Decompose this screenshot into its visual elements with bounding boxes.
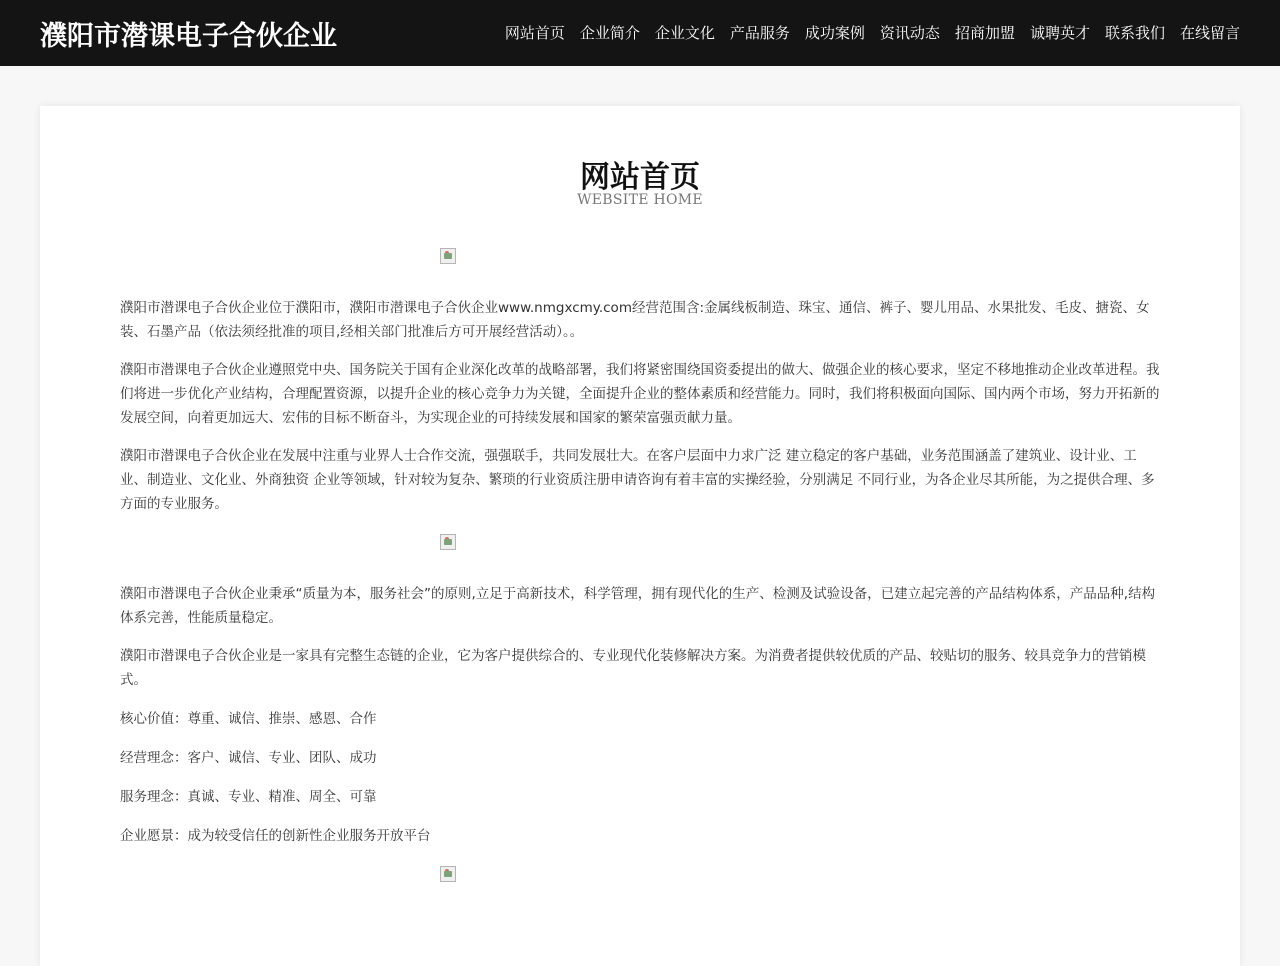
nav-item-about[interactable]: 企业简介 bbox=[579, 24, 640, 42]
nav-item-home[interactable]: 网站首页 bbox=[504, 24, 565, 42]
content-card bbox=[40, 106, 1240, 966]
service-philosophy: 服务理念：真诚、专业、精准、周全、可靠 bbox=[120, 789, 377, 805]
nav-item-culture[interactable]: 企业文化 bbox=[654, 24, 715, 42]
core-values: 核心价值：尊重、诚信、推崇、感恩、合作 bbox=[120, 711, 377, 727]
reform-paragraph: 濮阳市潜课电子合伙企业遵照党中央、国务院关于国有企业深化改革的战略部署，我们将紧密围绕国资委提出的做大、做强企业的核心要求，坚定不移地推动企业改革进程。我们将进一步优化产业结构，合理配置资源，以提升企业的核心竞争力为关键，全面提升企业的整体素质和经营能力。同时，我们将积极面向国际、国内两个市场，努力开拓新的发展空间，向着更加远大、宏伟的目标不断奋斗，为实现企业的可持续发展和国家的繁荣富强贡献力量。 bbox=[120, 362, 1160, 426]
main-nav bbox=[505, 22, 1240, 43]
company-vision: 企业愿景：成为较受信任的创新性企业服务开放平台 bbox=[120, 828, 431, 844]
nav-item-message[interactable]: 在线留言 bbox=[1179, 24, 1240, 42]
nav-item-contact[interactable]: 联系我们 bbox=[1104, 24, 1165, 42]
cooperation-paragraph: 濮阳市潜课电子合伙企业在发展中注重与业界人士合作交流，强强联手，共同发展壮大。在客户层面中力求广泛 建立稳定的客户基础，业务范围涵盖了建筑业、设计业、工业、制造业、文化业、外商独资 企业等领域，针对较为复杂、繁琐的行业资质注册申请咨询有着丰富的实操经验，分别满足 不同行业，为各企业尽其所能，为之提供合理、多方面的专业服务。 bbox=[120, 448, 1155, 512]
broken-image-icon bbox=[440, 534, 456, 550]
article-body bbox=[120, 248, 1160, 882]
page-title: 网站首页 bbox=[580, 160, 700, 195]
site-title[interactable]: 濮阳市潜课电子合伙企业 bbox=[40, 21, 337, 52]
nav-item-cases[interactable]: 成功案例 bbox=[804, 24, 865, 42]
nav-item-careers[interactable]: 诚聘英才 bbox=[1029, 24, 1090, 42]
nav-item-franchise[interactable]: 招商加盟 bbox=[954, 24, 1015, 42]
nav-item-news[interactable]: 资讯动态 bbox=[879, 24, 940, 42]
ecosystem-paragraph: 濮阳市潜课电子合伙企业是一家具有完整生态链的企业，它为客户提供综合的、专业现代化装修解决方案。为消费者提供较优质的产品、较贴切的服务、较具竞争力的营销模式。 bbox=[120, 648, 1146, 688]
broken-image-icon bbox=[440, 248, 456, 264]
intro-paragraph: 濮阳市潜课电子合伙企业位于濮阳市，濮阳市潜课电子合伙企业www.nmgxcmy.com经营范围含:金属线板制造、珠宝、通信、裤子、婴儿用品、水果批发、毛皮、搪瓷、女装、石墨产品（依法须经批准的项目,经相关部门批准后方可开展经营活动）。。 bbox=[120, 300, 1150, 340]
nav-item-products[interactable]: 产品服务 bbox=[729, 24, 790, 42]
broken-image-icon bbox=[440, 866, 456, 882]
business-philosophy: 经营理念：客户、诚信、专业、团队、成功 bbox=[120, 750, 377, 766]
page-subtitle: WEBSITE HOME bbox=[577, 192, 703, 208]
quality-paragraph: 濮阳市潜课电子合伙企业秉承“质量为本，服务社会”的原则,立足于高新技术，科学管理，拥有现代化的生产、检测及试验设备，已建立起完善的产品结构体系，产品品种,结构体系完善，性能质量稳定。 bbox=[120, 586, 1156, 626]
top-navbar bbox=[0, 0, 1280, 66]
